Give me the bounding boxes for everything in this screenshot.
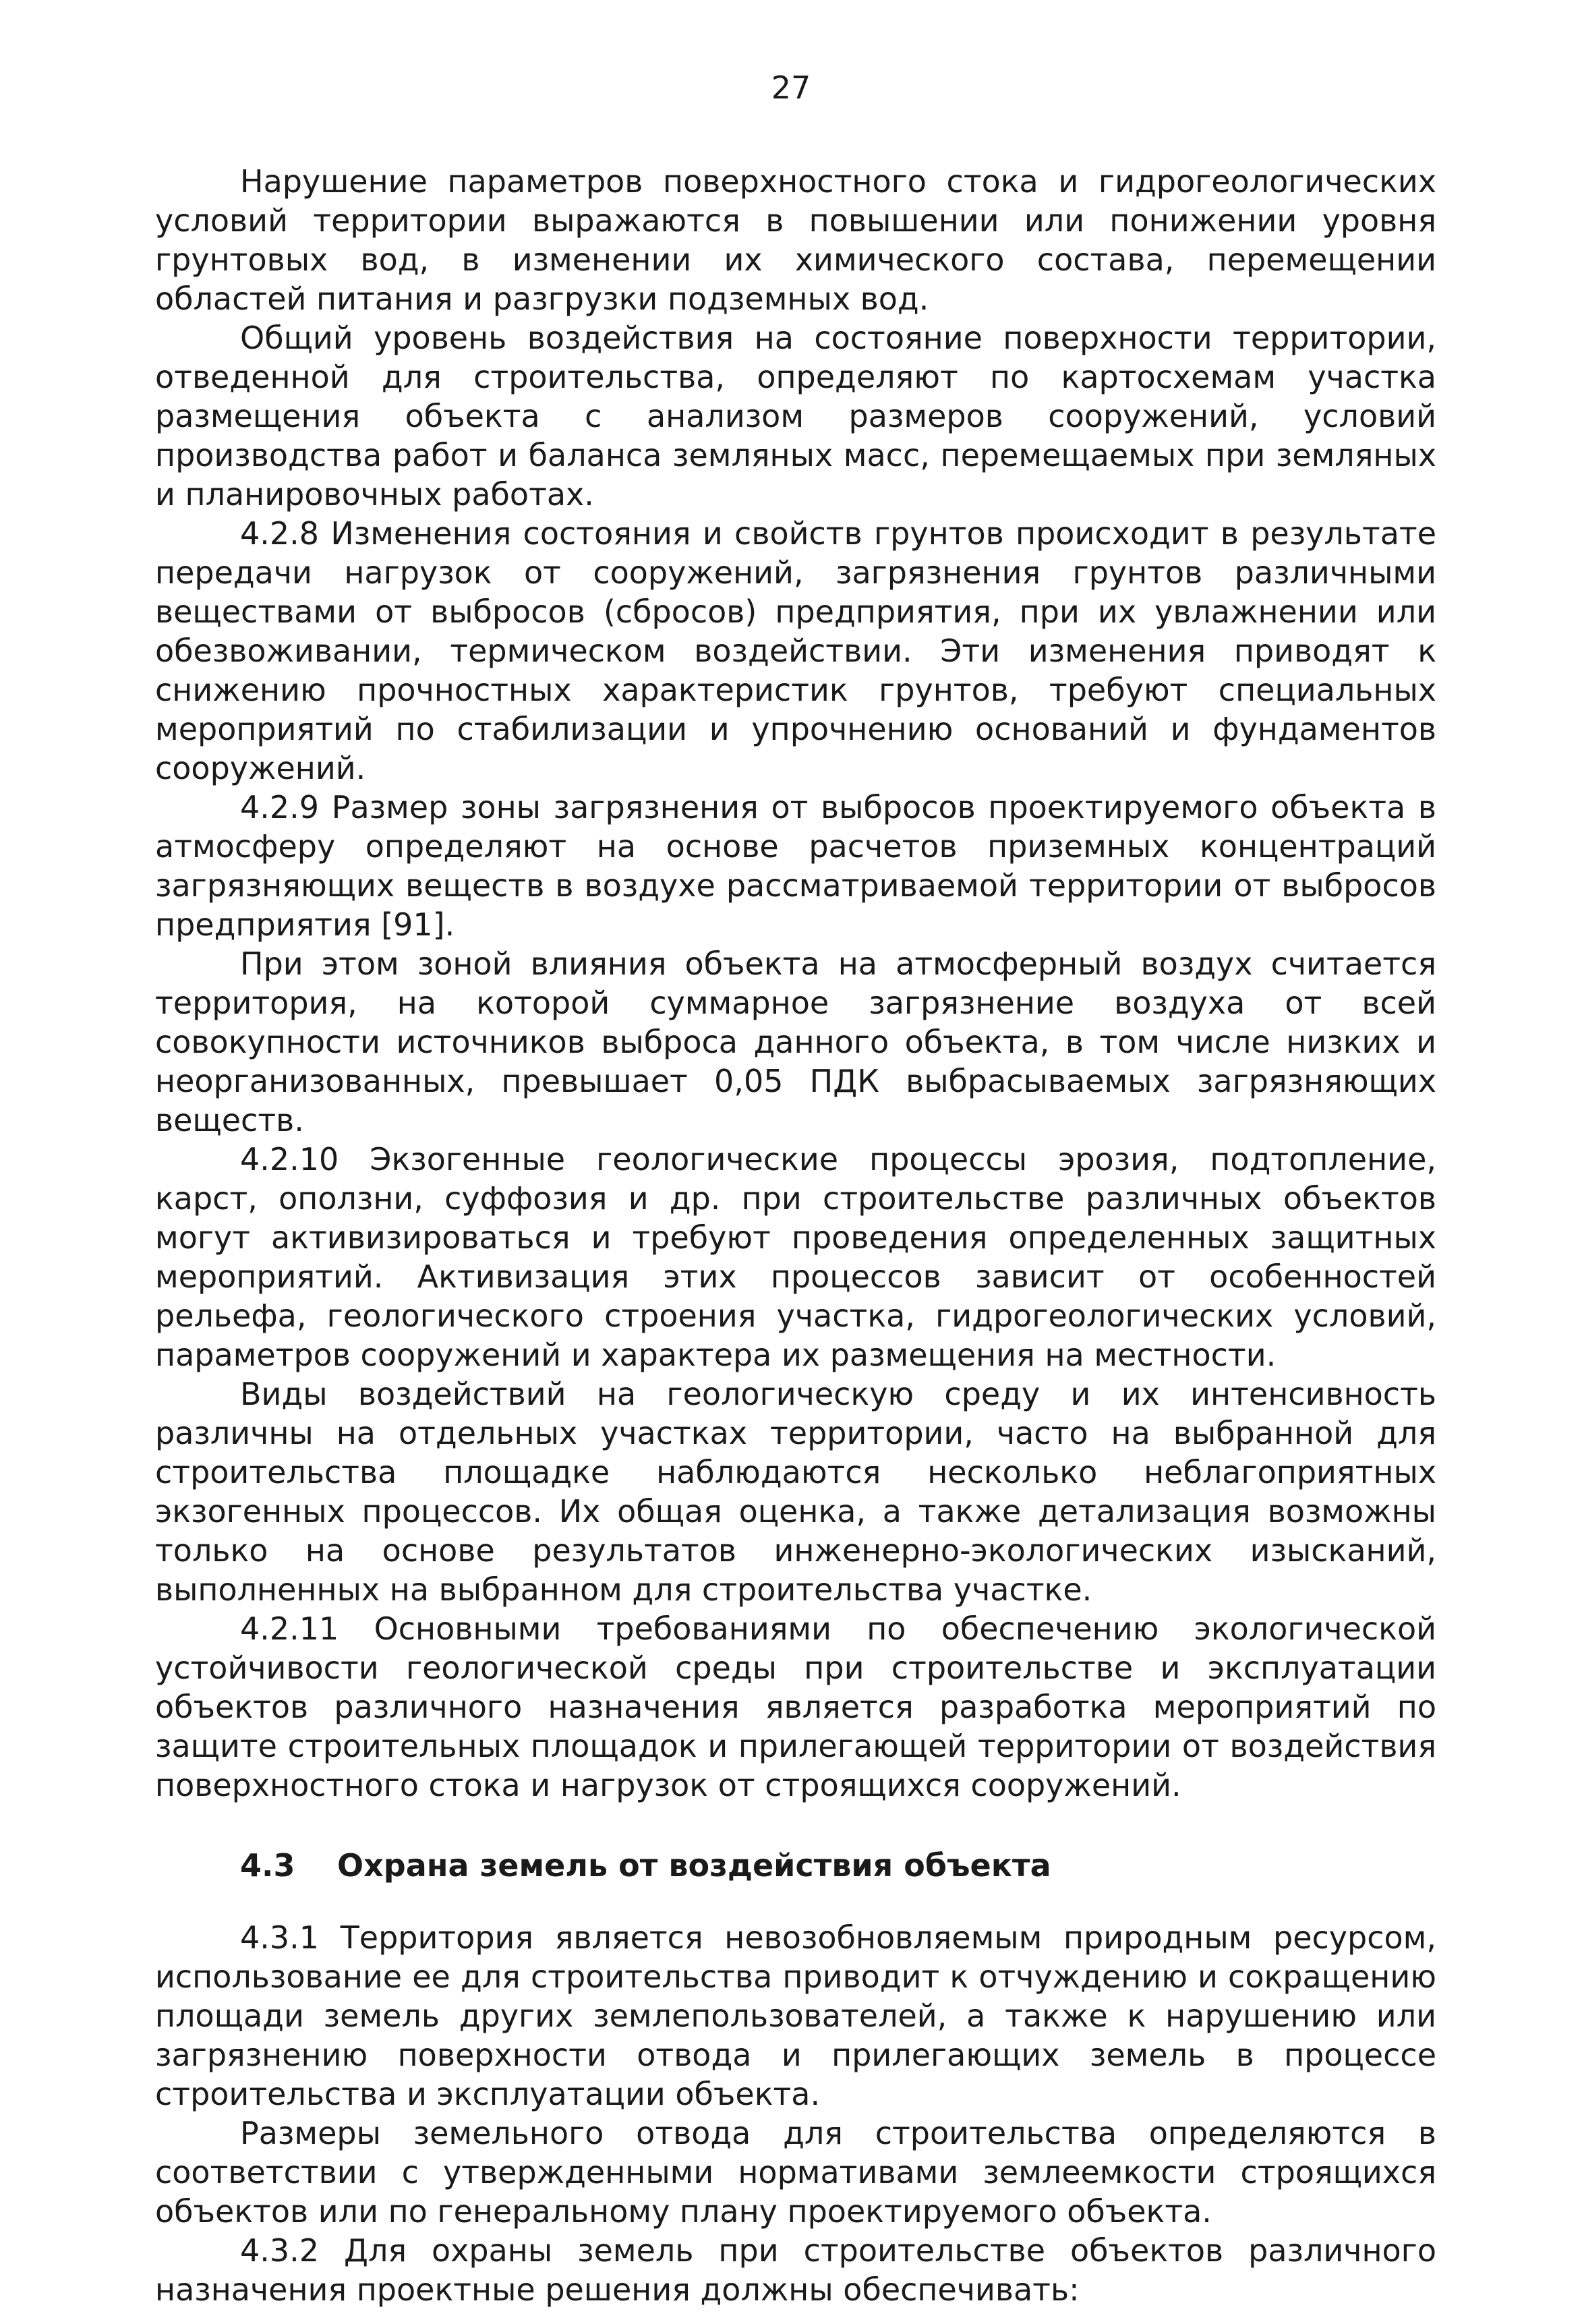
paragraph-4-2-9: 4.2.9 Размер зоны загрязнения от выбросов проектируемого объекта в атмосферу определяют на основе расчетов приземных концентраций загрязняющих веществ в воздухе рассматриваемой территории от выбросов предприятия [91]. — [155, 789, 1436, 943]
paragraph-impact-types: Виды воздействий на геологическую среду и их интенсивность различны на отдельных участках территории, часто на выбранной для строительства площадке наблюдаются несколько неблагоприятных экзогенных процессов. Их общая оценка, а также детализация возможны только на основе результатов инженерно-экологических изысканий, выполненных на выбранном для строительства участке. — [155, 1376, 1436, 1608]
paragraph-impact-level: Общий уровень воздействия на состояние поверхности территории, отведенной для строительства, определяют по картосхемам участка размещения объекта с анализом размеров сооружений, условий производства работ и баланса земляных масс, перемещаемых при земляных и планировочных работах. — [155, 320, 1436, 513]
paragraph-influence-zone: При этом зоной влияния объекта на атмосферный воздух считается территория, на которой суммарное загрязнение воздуха от всей совокупности источников выброса данного объекта, в том числе низких и неорганизованных, превышает 0,05 ПДК выбрасываемых загрязняющих веществ. — [155, 946, 1436, 1138]
paragraph-4-2-8: 4.2.8 Изменения состояния и свойств грунтов происходит в результате передачи нагрузок от сооружений, загрязнения грунтов различными веществами от выбросов (сбросов) предприятия, при их увлажнении или обезвоживании, термическом воздействии. Эти изменения приводят к снижению прочностных характеристик грунтов, требуют специальных мероприятий по стабилизации и упрочнению оснований и фундаментов сооружений. — [155, 515, 1436, 786]
section-heading — [155, 1845, 1436, 1886]
paragraph-4-2-10: 4.2.10 Экзогенные геологические процессы эрозия, подтопление, карст, оползни, суффозия и др. при строительстве различных объектов могут активизироваться и требуют проведения определенных защитных мероприятий. Активизация этих процессов зависит от особенностей рельефа, геологического строения участка, гидрогеологических условий, параметров сооружений и характера их размещения на местности. — [155, 1141, 1436, 1373]
paragraph-surface-runoff: Нарушение параметров поверхностного стока и гидрогеологических условий территории выражаются в повышении или понижении уровня грунтовых вод, в изменении их химического состава, перемещении областей питания и разгрузки подземных вод. — [155, 163, 1436, 317]
paragraph-4-2-11: 4.2.11 Основными требованиями по обеспечению экологической устойчивости геологической среды при строительстве и эксплуатации объектов различного назначения является разработка мероприятий по защите строительных площадок и прилегающей территории от воздействия поверхностного стока и нагрузок от строящихся сооружений. — [155, 1610, 1436, 1803]
paragraph-4-3-1: 4.3.1 Территория является невозобновляемым природным ресурсом, использование ее для строительства приводит к отчуждению и сокращению площади земель других землепользователей, а также к нарушению или загрязнению поверхности отвода и прилегающих земель в процессе строительства и эксплуатации объекта. — [155, 1919, 1436, 2112]
section-title: Охрана земель от воздействия объекта — [337, 1847, 1051, 1884]
body-text — [155, 162, 1436, 2309]
section-number: 4.3 — [240, 1847, 295, 1884]
paragraph-4-3-2: 4.3.2 Для охраны земель при строительстве объектов различного назначения проектные решения должны обеспечивать: — [155, 2232, 1436, 2308]
paragraph-land-allotment: Размеры земельного отвода для строительства определяются в соответствии с утвержденными нормативами землеемкости строящихся объектов или по генеральному плану проектируемого объекта. — [155, 2115, 1436, 2230]
page-number: 27 — [771, 69, 811, 106]
